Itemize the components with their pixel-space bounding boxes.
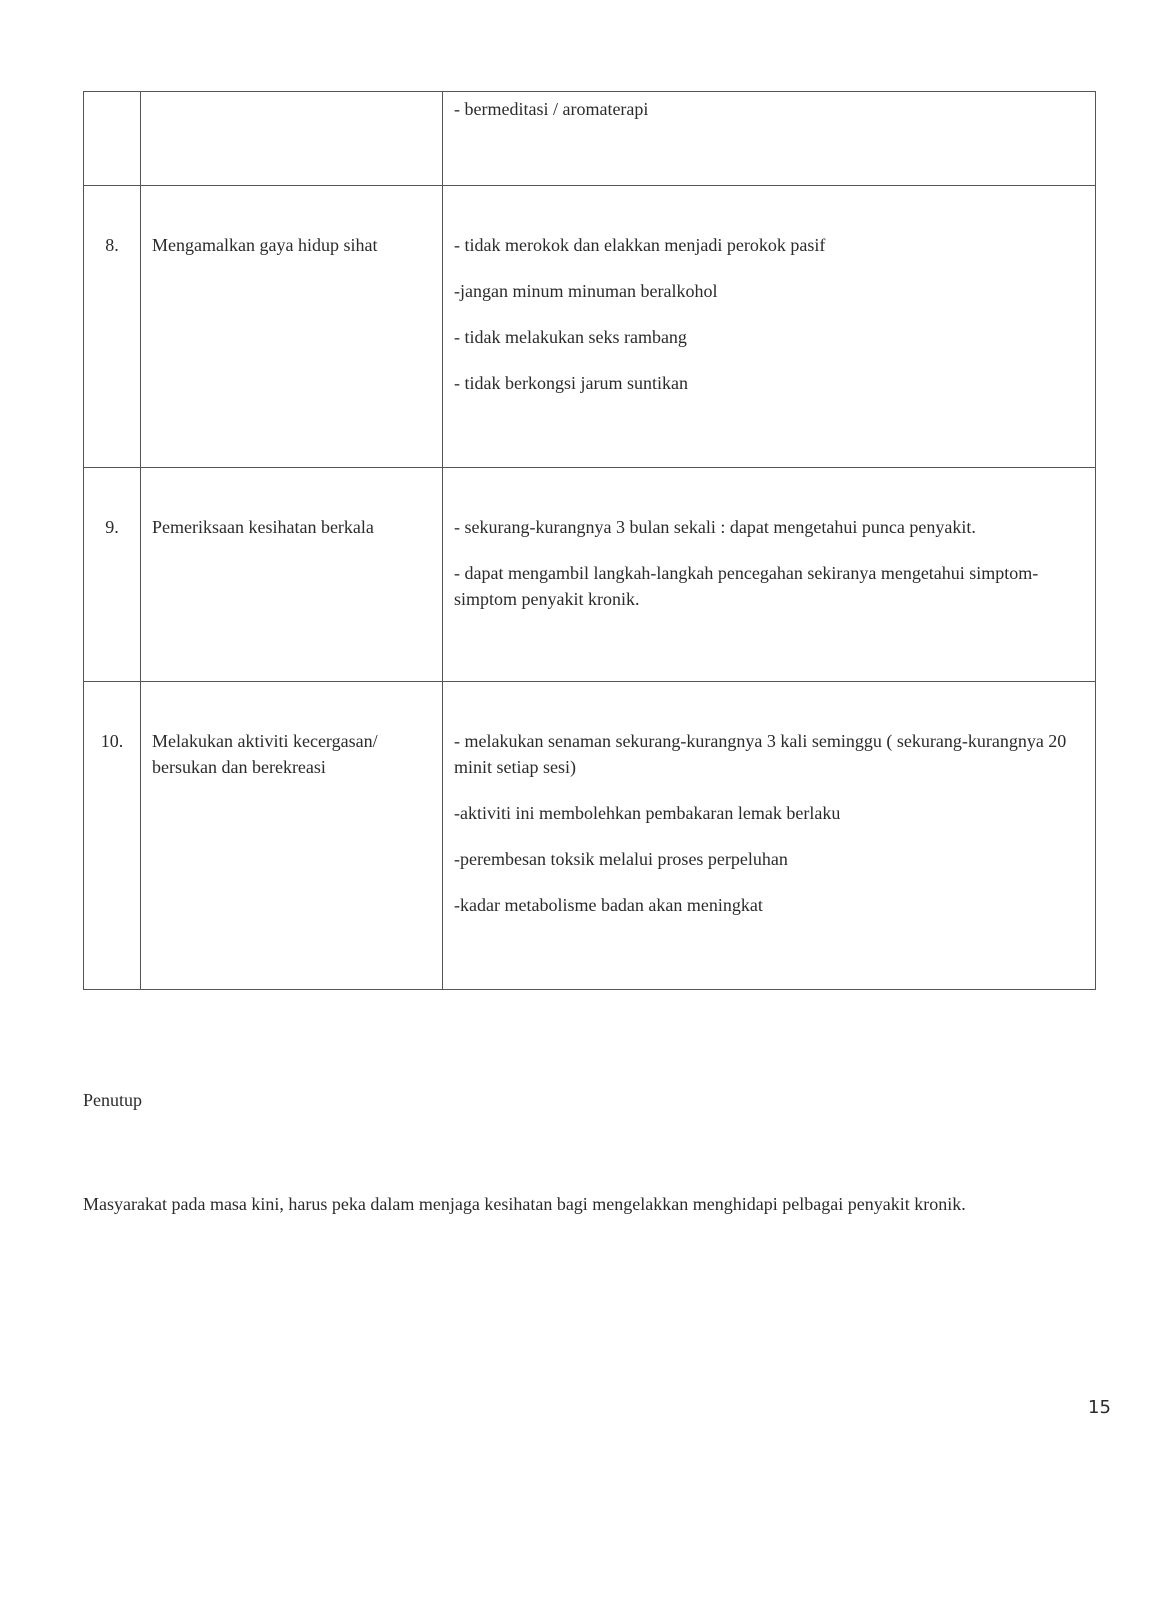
- details-cell: [443, 468, 1096, 682]
- row-number: 10.: [100, 731, 124, 751]
- row-number: 8.: [105, 235, 119, 255]
- detail-line: - sekurang-kurangnya 3 bulan sekali : dapat mengetahui punca penyakit.: [454, 517, 976, 537]
- activity-text: Melakukan aktiviti kecergasan/ bersukan dan berekreasi: [152, 731, 378, 777]
- row-number-cell: [84, 92, 141, 186]
- activity-text: Mengamalkan gaya hidup sihat: [152, 235, 378, 255]
- activity-cell: [141, 186, 443, 468]
- details-cell: [443, 682, 1096, 990]
- row-number-cell: [84, 682, 141, 990]
- detail-line: - tidak berkongsi jarum suntikan: [454, 373, 688, 393]
- closing-paragraph: Masyarakat pada masa kini, harus peka dalam menjaga kesihatan bagi mengelakkan menghidapi pelbagai penyakit kronik.: [83, 1194, 966, 1214]
- table-row: [84, 682, 1096, 990]
- detail-line: -perembesan toksik melalui proses perpeluhan: [454, 849, 788, 869]
- detail-line: - dapat mengambil langkah-langkah pencegahan sekiranya mengetahui simptom-simptom penyakit kronik.: [454, 563, 1039, 609]
- page-number: 15: [1088, 1397, 1111, 1418]
- activity-cell: [141, 682, 443, 990]
- closing-heading: Penutup: [83, 1090, 143, 1110]
- detail-line: -kadar metabolisme badan akan meningkat: [454, 895, 763, 915]
- detail-line: -jangan minum minuman beralkohol: [454, 281, 718, 301]
- table-row: [84, 92, 1096, 186]
- activity-cell: [141, 468, 443, 682]
- detail-line: -aktiviti ini membolehkan pembakaran lemak berlaku: [454, 803, 841, 823]
- detail-line: - bermeditasi / aromaterapi: [454, 99, 649, 119]
- row-number-cell: [84, 186, 141, 468]
- detail-line: - melakukan senaman sekurang-kurangnya 3 kali seminggu ( sekurang-kurangnya 20 minit setiap sesi): [454, 731, 1067, 777]
- row-number: 9.: [105, 517, 119, 537]
- health-activities-table: [83, 91, 1096, 990]
- row-number-cell: [84, 468, 141, 682]
- details-cell: [443, 186, 1096, 468]
- detail-line: - tidak melakukan seks rambang: [454, 327, 687, 347]
- activity-text: Pemeriksaan kesihatan berkala: [152, 517, 374, 537]
- activity-cell: [141, 92, 443, 186]
- table-row: [84, 186, 1096, 468]
- details-cell: [443, 92, 1096, 186]
- table-row: [84, 468, 1096, 682]
- detail-line: - tidak merokok dan elakkan menjadi perokok pasif: [454, 235, 826, 255]
